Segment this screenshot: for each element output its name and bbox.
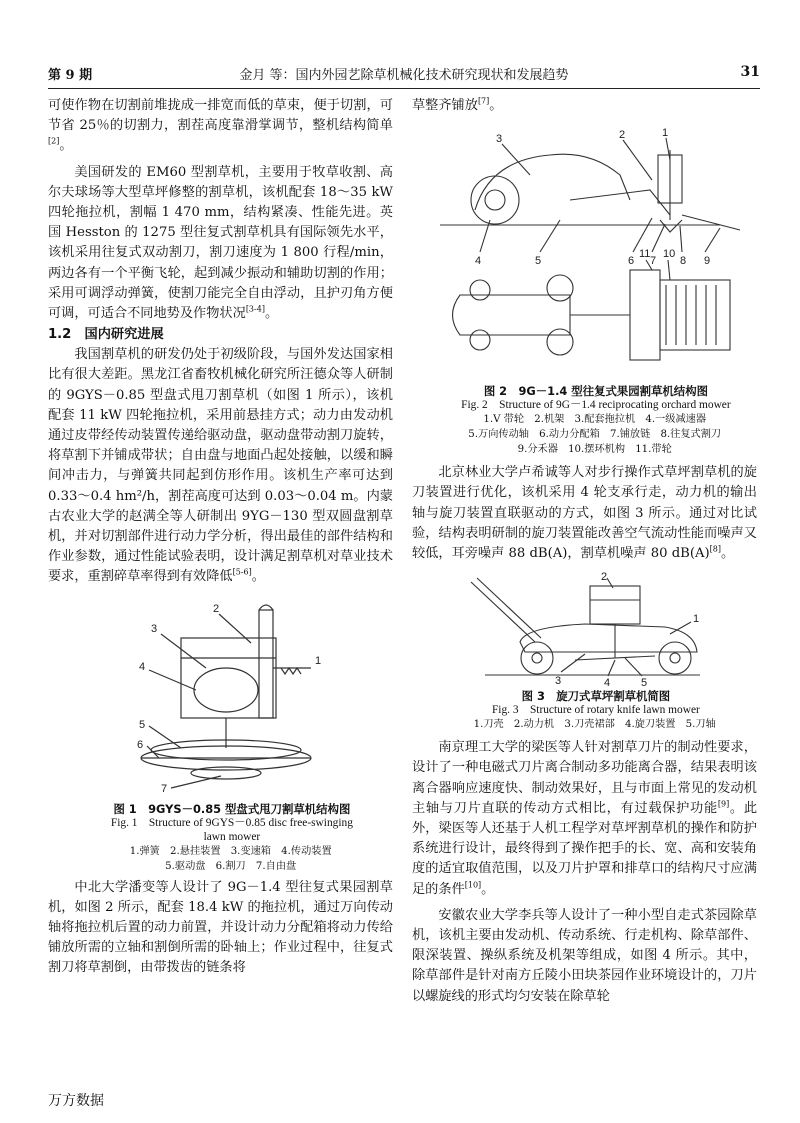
- page-number: 31: [740, 64, 760, 80]
- paragraph: 我国割草机的研发仍处于初级阶段，与国外发达国家相比有很大差距。黑龙江省畜牧机械化研究所汪德众等人研制的 9GYS－0.85 型盘式甩刀割草机（如图 1 所示），该机配套 11 kW 四轮拖拉机，采用前悬挂方式；动力由发动机通过皮带经传动装置传递给驱动盘，驱动盘带动割刀旋转，将草割下并铺成带状；自由盘与地面凸起处接触，以缓和瞬间冲击力，与弹簧共同起到仿形作用。该机生产率可达到 0.33～0.4 hm²/h，割茬高度可达到 0.03～0.04 m。内蒙古农业大学的赵满全等人研制出 9YG－130 型双圆盘割草机，并对切割部件进行动力学分析，得出最佳的部件结构和作业参数，通过性能试验表明，设计满足割草机对草业技术要求，重割碎草率得到有效降低[5-6]。: [48, 347, 393, 585]
- issue-number: 第 9 期: [48, 68, 93, 83]
- figure-2-legend-3: 9.分禾器 10.摆环机构 11.带轮: [517, 444, 672, 456]
- figure-1-caption-en: Fig. 1 Structure of 9GYS－0.85 disc free-swinging: [110, 816, 353, 829]
- citation[interactable]: [8]: [709, 544, 722, 554]
- header-rule: [48, 88, 760, 89]
- fig2-label-10: 10: [662, 248, 675, 261]
- fig2-label-9: 9: [703, 255, 710, 268]
- figure-1-caption-en-2: lawn mower: [203, 830, 261, 843]
- figure-1-legend: 1.弹簧 2.悬挂装置 3.变速箱 4.传动装置: [129, 845, 332, 857]
- fig1-label-3: 3: [150, 622, 157, 635]
- paragraph: 中北大学潘变等人设计了 9G－1.4 型往复式果园割草机，如图 2 所示，配套 18.4 kW 的拖拉机，通过万向传动轴将拖拉机后置的动力前置，并设计动力分配箱将动力传给铺放所需的立轴和割倒所需的卧轴上；作业过程中，往复式割刀将草割倒，由带拨齿的链条将: [48, 879, 393, 976]
- fig3-label-3: 3: [554, 675, 561, 688]
- fig2-label-8: 8: [679, 255, 686, 268]
- figure-3-drawing: [465, 572, 705, 687]
- citation[interactable]: [10]: [464, 880, 482, 890]
- paragraph: 可使作物在切割前堆拢成一排宽而低的草束，便于切割，可节省 25％的切割力，割茬高度靠滑掌调节，整机结构简单[2]。: [48, 98, 393, 154]
- figure-1-legend-2: 5.驱动盘 6.割刀 7.自由盘: [165, 860, 297, 872]
- citation[interactable]: [7]: [477, 96, 490, 106]
- fig1-label-1: 1: [314, 654, 321, 667]
- paragraph: 南京理工大学的梁医等人针对割草刀片的制动性要求，设计了一种电磁式刀片离合制动多功能离合器，结果表明该离合器响应速度快、制动效果好，且与市面上常见的发动机主轴与刀片直联的传动方式相比，有过载保护功能[9]。此外，梁医等人还基于人机工程学对草坪割草机的操作和防护系统进行设计，最终得到了操作把手的长、宽、高和安装角度的适宜取值范围，以及刀片护罩和排草口的结构尺寸应满足的条件[10]。: [412, 740, 758, 897]
- figure-2-caption-zh: 图 2 9G－1.4 型往复式果园割草机结构图: [483, 384, 708, 399]
- figure-1-caption-zh: 图 1 9GYS－0.85 型盘式甩刀割草机结构图: [113, 801, 351, 816]
- fig2-label-1: 1: [661, 127, 668, 140]
- figure-3-caption-zh: 图 3 旋刀式草坪割草机简图: [521, 689, 671, 704]
- figure-1-drawing: [111, 598, 331, 798]
- fig2-label-5: 5: [534, 255, 541, 268]
- fig2-label-2: 2: [618, 129, 625, 142]
- figure-2-legend-2: 5.万向传动轴 6.动力分配箱 7.铺放链 8.往复式割刀: [468, 429, 722, 441]
- watermark-footer: 万方数据: [48, 1093, 104, 1109]
- fig3-label-4: 4: [603, 677, 610, 688]
- running-header: [48, 64, 760, 86]
- figure-2-caption-en: Fig. 2 Structure of 9G－1.4 reciprocating orchard mower: [461, 399, 731, 412]
- section-heading: 1.2 国内研究进展: [48, 327, 164, 343]
- fig1-label-4: 4: [138, 660, 145, 673]
- fig3-label-5: 5: [640, 677, 647, 688]
- fig2-label-7: 7: [649, 255, 656, 268]
- figure-3-caption-en: Fig. 3 Structure of rotary knife lawn mower: [491, 704, 700, 717]
- fig3-label-1: 1: [692, 613, 699, 626]
- fig1-label-5: 5: [138, 718, 145, 731]
- figure-2-legend: 1.V 带轮 2.机架 3.配套拖拉机 4.一级减速器: [483, 414, 707, 426]
- citation[interactable]: [5-6]: [232, 568, 252, 578]
- fig1-label-7: 7: [160, 782, 167, 795]
- fig2-label-11: 11: [638, 248, 650, 261]
- paragraph: 草整齐铺放[7]。: [412, 96, 503, 113]
- left-column: [48, 96, 393, 979]
- paragraph: 北京林业大学卢希诚等人对步行操作式草坪割草机的旋刀装置进行优化，该机采用 4 轮支承行走，动力机的输出轴与旋刀装置直联驱动的方式，如图 3 所示。通过对比试验，结构表明研制的旋刀装置能改善空气流动性能而噪声又较低，耳旁噪声 88 dB(A)，割草机噪声 80 dB(A)[8]。: [412, 465, 757, 562]
- citation[interactable]: [2]: [48, 137, 60, 147]
- citation[interactable]: [9]: [717, 799, 730, 809]
- paragraph: 美国研发的 EM60 型割草机，主要用于牧草收割、高尔夫球场等大型草坪修整的割草机，该机配套 18～35 kW 四轮拖拉机，割幅 1 470 mm，结构紧凑、性能先进。英国 Hesston 的 1275 型往复式割草机具有国际领先水平，该机采用往复式双动割刀，割刀速度为 1 800 行程/min，两边各有一个平衡飞轮，起到减少振动和辅助切割的作用；采用可调浮动弹簧，使割刀能完全自由浮动，且护刃角方便可调，可适合不同地势及作物状况[3-4]。: [48, 164, 393, 322]
- figure-2-drawing: [420, 120, 750, 382]
- running-title: 金月 等：国内外园艺除草机械化技术研究现状和发展趋势: [239, 68, 569, 83]
- fig2-label-6: 6: [627, 255, 634, 268]
- figure-3-legend: 1.刀壳 2.动力机 3.刀壳裙部 4.旋刀装置 5.刀轴: [473, 719, 716, 731]
- citation[interactable]: [3-4]: [245, 304, 265, 314]
- fig1-label-2: 2: [212, 602, 219, 615]
- fig1-label-6: 6: [136, 738, 143, 751]
- fig3-label-2: 2: [600, 572, 607, 584]
- fig2-label-3: 3: [495, 133, 502, 146]
- fig2-label-4: 4: [474, 255, 481, 268]
- paragraph: 安徽农业大学李兵等人设计了一种小型自走式茶园除草机，该机主要由发动机、传动系统、行走机构、除草部件、限深装置、操纵系统及机架等组成，如图 4 所示。其中，除草部件是针对南方丘陵小田块茶园作业环境设计的，刀片以螺旋线的形式均匀安装在除草轮: [412, 907, 757, 1004]
- right-column: [412, 96, 757, 1007]
